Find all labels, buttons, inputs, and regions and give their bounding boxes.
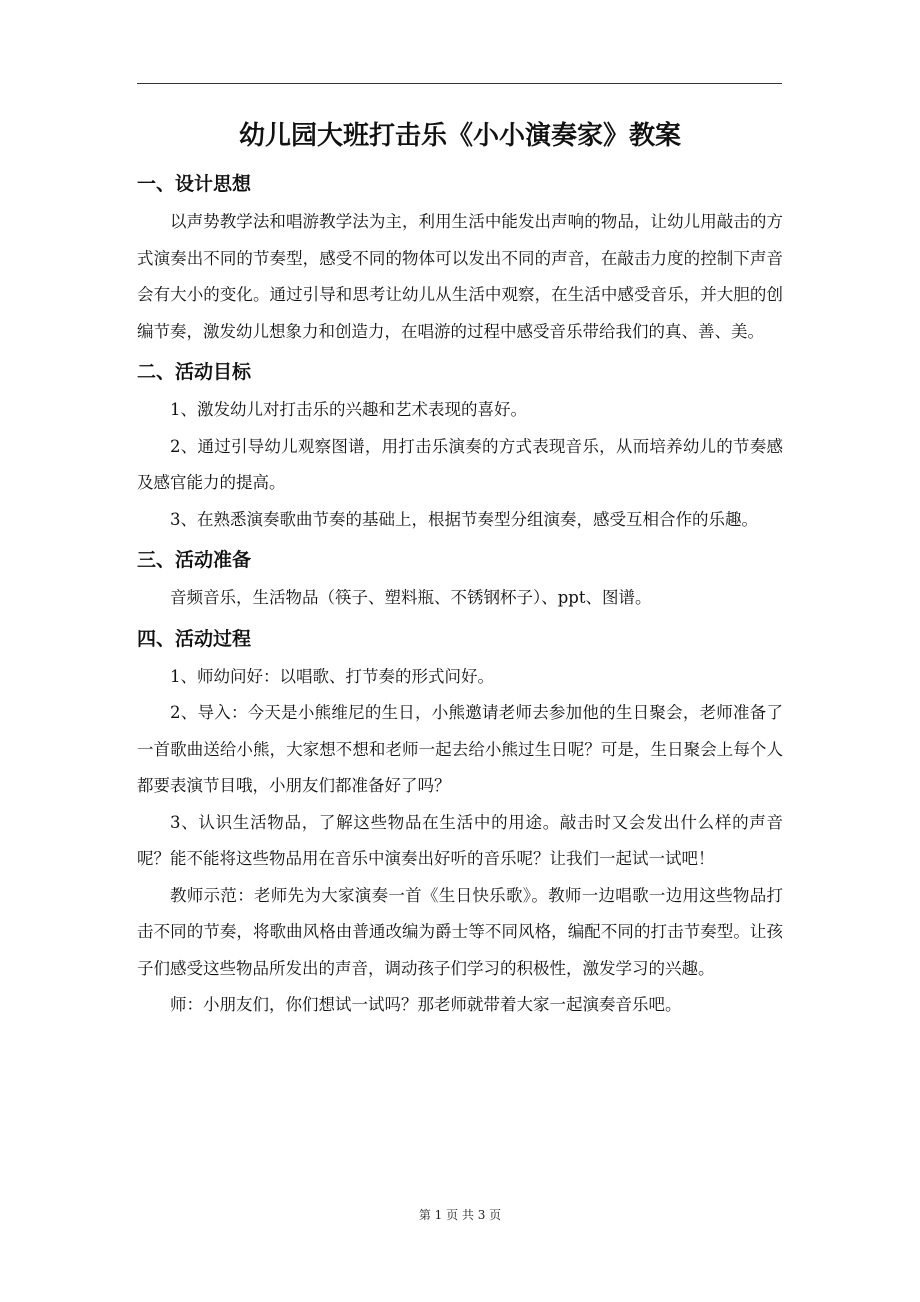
section-heading: 四、活动过程 [137,627,252,650]
section-activity-process [137,623,783,1024]
paragraph: 3、在熟悉演奏歌曲节奏的基础上，根据节奏型分组演奏，感受互相合作的乐趣。 [170,509,758,529]
paragraph: 1、师幼问好：以唱歌、打节奏的形式问好。 [170,666,494,686]
paragraph: 3、认识生活物品，了解这些物品在生活中的用途。敲击时又会发出什么样的声音呢？能不能将这些物品用在音乐中演奏出好听的音乐呢？让我们一起试一试吧！ [137,812,783,868]
section-activity-preparation [137,544,783,617]
section-design-idea [137,168,783,350]
paragraph: 以声势教学法和唱游教学法为主，利用生活中能发出声响的物品，让幼儿用敲击的方式演奏出不同的节奏型，感受不同的物体可以发出不同的声音，在敲击力度的控制下声音会有大小的变化。通过引导和思考让幼儿从生活中观察，在生活中感受音乐，并大胆的创编节奏，激发幼儿想象力和创造力，在唱游的过程中感受音乐带给我们的真、善、美。 [137,212,783,341]
paragraph: 音频音乐，生活物品（筷子、塑料瓶、不锈钢杯子）、ppt、图谱。 [170,588,652,607]
page-footer: 第 1 页 共 3 页 [418,1208,502,1222]
header-rule [137,83,782,84]
paragraph: 师：小朋友们，你们想试一试吗？那老师就带着大家一起演奏音乐吧。 [170,995,682,1014]
document-body [137,168,783,1024]
paragraph: 2、通过引导幼儿观察图谱，用打击乐演奏的方式表现音乐，从而培养幼儿的节奏感及感官能力的提高。 [137,436,783,492]
section-activity-goals [137,356,783,538]
paragraph: 1、激发幼儿对打击乐的兴趣和艺术表现的喜好。 [170,400,527,419]
paragraph: 教师示范：老师先为大家演奏一首《生日快乐歌》。教师一边唱歌一边用这些物品打击不同的节奏，将歌曲风格由普通改编为爵士等不同风格，编配不同的打击节奏型。让孩子们感受这些物品所发出的声音，调动孩子们学习的积极性，激发学习的兴趣。 [137,885,783,978]
section-heading: 一、设计思想 [137,173,252,195]
document-title: 幼儿园大班打击乐《小小演奏家》教案 [238,121,681,151]
section-heading: 三、活动准备 [137,549,252,571]
section-heading: 二、活动目标 [137,361,252,383]
paragraph: 2、导入：今天是小熊维尼的生日，小熊邀请老师去参加他的生日聚会，老师准备了一首歌曲送给小熊，大家想不想和老师一起去给小熊过生日呢？可是，生日聚会上每个人都要表演节目哦，小朋友们都准备好了吗？ [137,703,783,795]
